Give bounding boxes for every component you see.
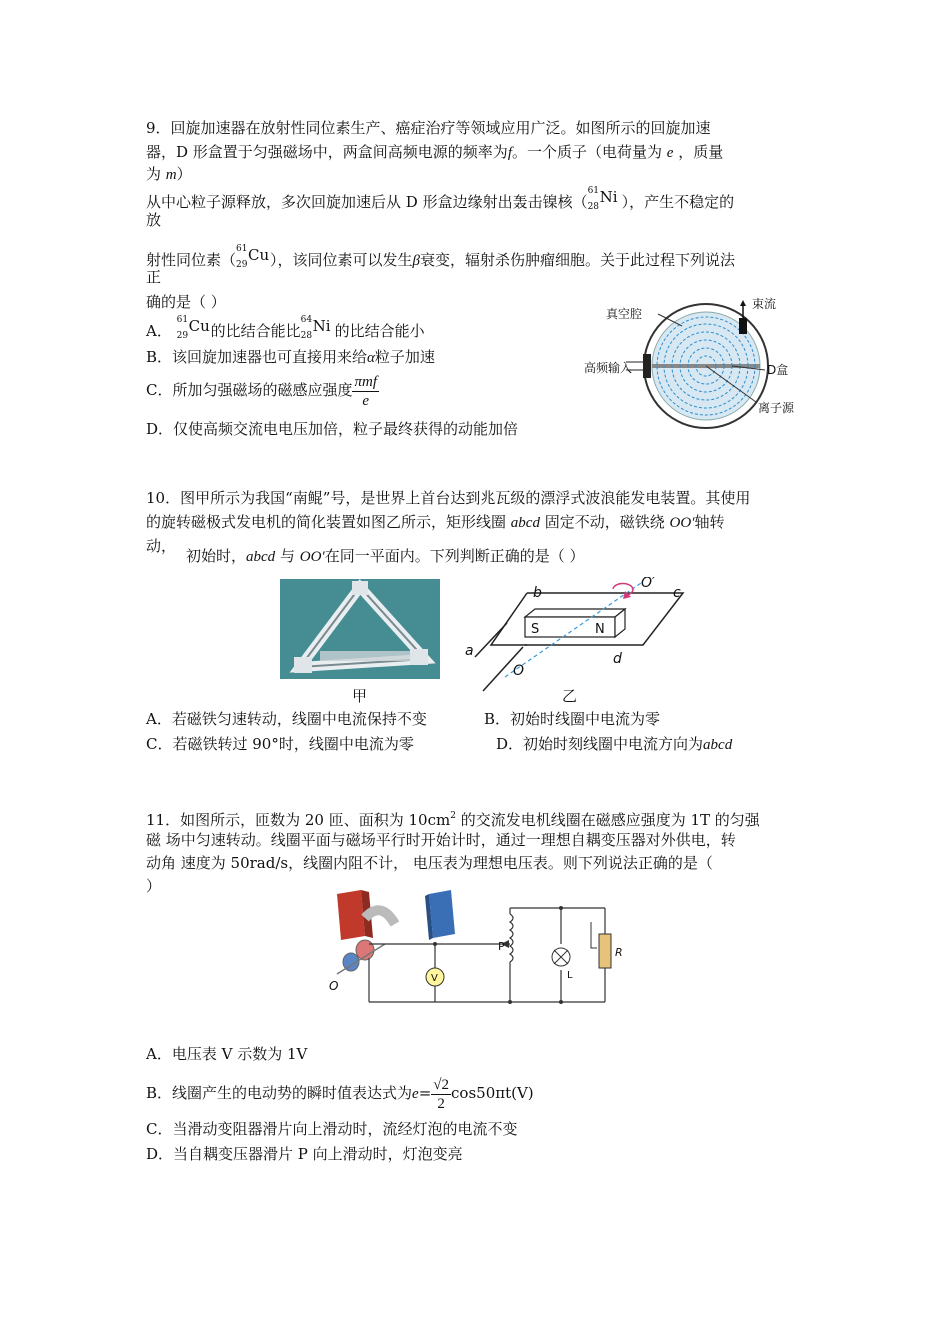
q9-line-7: 正	[146, 268, 162, 286]
q11-line-4: ）	[146, 877, 162, 895]
q9-line-2: 器，D 形盒置于匀强磁场中，两盒间高频电源的频率为f。一个质子（电荷量为 e ，质量	[146, 143, 724, 161]
copper-nuclide: 61 29 Cu	[236, 244, 270, 270]
q9-line-8: 确的是（ ）	[146, 293, 226, 311]
cyclotron-diagram	[582, 292, 812, 432]
q9-line-5: 放	[146, 211, 162, 229]
slider-p: P	[498, 940, 505, 953]
caption-yi: 乙	[562, 687, 578, 705]
beam-label: 束流	[752, 297, 777, 311]
q10-option-c: C．若磁铁转过 90°时，线圈中电流为零	[146, 735, 414, 753]
magnet-s: S	[531, 622, 540, 637]
nickel-nuclide: 61 28 Ni	[587, 186, 618, 212]
q10-line-2: 的旋转磁极式发电机的简化装置如图乙所示，矩形线圈 abcd 固定不动，磁铁绕 OO′轴转	[146, 513, 725, 531]
q11-line-3: 动角 速度为 50rad/s，线圈内阻不计， 电压表为理想电压表。则下列说法正确的是（	[146, 854, 713, 872]
formula-fraction: $\frac{\text{πmf}}{e}$	[354, 373, 377, 409]
platform-photo	[280, 579, 440, 679]
sqrt2-over-2: $\frac{√2}{2}$	[433, 1076, 450, 1112]
q9-option-d: D．仅使高频交流电电压加倍，粒子最终获得的动能加倍	[146, 420, 519, 438]
axis-o: O	[513, 663, 525, 679]
voltmeter-v: V	[431, 973, 438, 984]
magnet-n: N	[595, 622, 605, 637]
ion-source-label: 离子源	[758, 401, 795, 415]
q11-line-2: 磁 场中匀速转动。线圈平面与磁场平行时开始计时，通过一理想自耦变压器对外供电，转	[146, 831, 736, 849]
q11-line-1: 11．如图所示，匝数为 20 匝、面积为 $10cm^2$ 的交流发电机线圈在磁感应强度为 1T 的匀强	[146, 811, 760, 829]
vertex-c: c	[673, 585, 681, 601]
circuit-o: O	[329, 979, 339, 993]
vertex-a: a	[465, 643, 474, 659]
q11-option-d: D．当自耦变压器滑片 P 向上滑动时，灯泡变亮	[146, 1145, 463, 1163]
q10-option-a: A．若磁铁匀速转动，线圈中电流保持不变	[146, 710, 427, 728]
q11-option-c: C．当滑动变阻器滑片向上滑动时，流经灯泡的电流不变	[146, 1120, 518, 1138]
generator-circuit-diagram	[325, 888, 625, 1010]
q9-option-b: B．该回旋加速器也可直接用来给α粒子加速	[146, 348, 435, 366]
q10-line-3: 动，	[146, 537, 177, 555]
q9-line-6: 射性同位素（ 61 29 Cu ），该同位素可以发生β衰变，辐射杀伤肿瘤细胞。关于此过程下列说法	[146, 244, 736, 270]
q10-line-3b: 初始时，abcd 与 OO′在同一平面内。下列判断正确的是（ ）	[186, 547, 585, 565]
lamp-l: L	[567, 970, 573, 981]
q10-option-d: D．初始时刻线圈中电流方向为abcd	[496, 735, 733, 753]
vertex-d: d	[613, 651, 622, 667]
q10-option-b: B．初始时线圈中电流为零	[484, 710, 661, 728]
hf-input-label: 高频输入	[584, 361, 633, 375]
caption-jia: 甲	[352, 687, 368, 705]
q10-line-1: 10．图甲所示为我国“南鲲”号，是世界上首台达到兆瓦级的漂浮式波浪能发电装置。其使用	[146, 489, 751, 507]
generator-diagram	[455, 577, 695, 702]
q9-line-1: 9．回旋加速器在放射性同位素生产、癌症治疗等领域应用广泛。如图所示的回旋加速	[146, 119, 711, 137]
dbox-label: D盒	[767, 363, 789, 377]
q9-option-c: C．所加匀强磁场的磁感应强度 $\frac{\text{πmf}}{e}$	[146, 373, 377, 409]
axis-o-prime: O′	[641, 577, 656, 591]
q11-option-b: B．线圈产生的电动势的瞬时值表达式为e= $\frac{√2}{2}$ cos50πt(V)	[146, 1076, 534, 1112]
q9-option-a: A． 61 29 Cu 的比结合能比 64 28 Ni 的比结合能小	[146, 315, 425, 341]
q9-line-4: 从中心粒子源释放，多次回旋加速后从 D 形盒边缘射出轰击镍核（ 61 28 Ni ），产生不稳定的	[146, 186, 735, 212]
q11-option-a: A．电压表 V 示数为 1V	[146, 1045, 308, 1063]
q9-line-3: 为 m）	[146, 165, 192, 183]
resistor-r: R	[615, 946, 623, 959]
vertex-b: b	[533, 585, 542, 601]
vacuum-label: 真空腔	[606, 307, 643, 321]
